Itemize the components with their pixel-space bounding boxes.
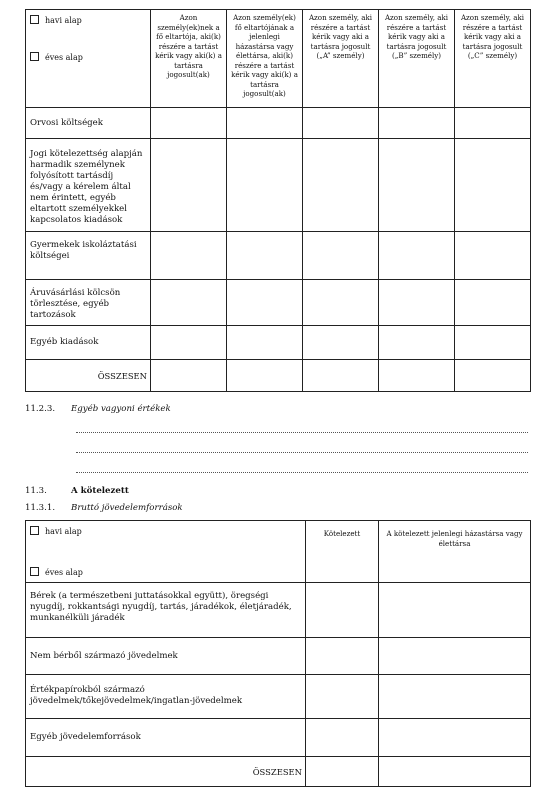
table-row — [26, 757, 531, 787]
table-row — [26, 108, 531, 139]
input-cell[interactable] — [303, 139, 379, 232]
input-cell[interactable] — [455, 360, 531, 392]
section-11-3-heading — [25, 486, 129, 496]
input-cell[interactable] — [379, 757, 531, 787]
input-cell[interactable] — [379, 638, 531, 675]
monthly-option[interactable] — [30, 15, 146, 26]
input-cell[interactable] — [455, 108, 531, 139]
table-row — [26, 326, 531, 360]
input-cell[interactable] — [379, 139, 455, 232]
input-cell[interactable] — [379, 326, 455, 360]
input-cell[interactable] — [379, 360, 455, 392]
col-header-main-provider: Azon személy(ek)nek a fő eltartója, aki(k) részére a tartást kérik vagy aki(k) a tartásra jogosult(ak) — [151, 10, 227, 108]
input-cell[interactable] — [379, 280, 455, 326]
input-cell[interactable] — [306, 719, 379, 757]
section-number: 11.2.3. — [25, 404, 56, 414]
table-row — [26, 232, 531, 280]
answer-line[interactable] — [76, 432, 528, 433]
table-row — [26, 675, 531, 719]
row-label-other-income: Egyéb jövedelemforrások — [26, 719, 306, 757]
row-label-loans: Áruvásárlási kölcsön törlesztése, egyéb tartozások — [26, 280, 151, 326]
table-row — [26, 360, 531, 392]
section-11-2-3-heading — [25, 404, 171, 414]
input-cell[interactable] — [151, 360, 227, 392]
col-header-obligor: Kötelezett — [306, 521, 379, 583]
monthly-checkbox[interactable] — [30, 526, 39, 535]
expenses-table — [25, 9, 531, 392]
input-cell[interactable] — [379, 232, 455, 280]
input-cell[interactable] — [227, 232, 303, 280]
table-row — [26, 139, 531, 232]
table-row — [26, 280, 531, 326]
input-cell[interactable] — [227, 326, 303, 360]
input-cell[interactable] — [455, 280, 531, 326]
input-cell[interactable] — [455, 232, 531, 280]
monthly-label: havi alap — [45, 16, 82, 25]
row-label-securities-income: Értékpapírokból származó jövedelmek/tőkejövedelmek/ingatlan-jövedelmek — [26, 675, 306, 719]
input-cell[interactable] — [303, 326, 379, 360]
answer-line[interactable] — [76, 472, 528, 473]
section-title: A kötelezett — [71, 486, 129, 496]
input-cell[interactable] — [379, 583, 531, 638]
section-title: Egyéb vagyoni értékek — [71, 404, 171, 414]
income-table — [25, 520, 531, 787]
input-cell[interactable] — [303, 232, 379, 280]
yearly-option[interactable] — [30, 52, 146, 63]
input-cell[interactable] — [306, 583, 379, 638]
row-label-medical: Orvosi költségek — [26, 108, 151, 139]
row-label-legal-obligations: Jogi kötelezettség alapján harmadik személynek folyósított tartásdíj és/vagy a kérelem által nem érintett, egyéb eltartott személyekkel kapcsolatos kiadások — [26, 139, 151, 232]
table-row — [26, 638, 531, 675]
input-cell[interactable] — [303, 108, 379, 139]
col-header-person-a: Azon személy, aki részére a tartást kérik vagy aki a tartásra jogosult („A” személy) — [303, 10, 379, 108]
input-cell[interactable] — [227, 280, 303, 326]
input-cell[interactable] — [306, 638, 379, 675]
monthly-label: havi alap — [45, 527, 82, 536]
section-11-3-1-heading — [25, 503, 183, 513]
col-header-person-b: Azon személy, aki részére a tartást kérik vagy aki a tartásra jogosult („B” személy) — [379, 10, 455, 108]
row-label-non-wage-income: Nem bérből származó jövedelmek — [26, 638, 306, 675]
section-number: 11.3. — [25, 486, 47, 496]
col-header-person-c: Azon személy, aki részére a tartást kérik vagy aki a tartásra jogosult („C” személy) — [455, 10, 531, 108]
total-label: ÖSSZESEN — [26, 360, 151, 392]
total-label: ÖSSZESEN — [26, 757, 306, 787]
basis-selector — [26, 521, 306, 583]
input-cell[interactable] — [306, 757, 379, 787]
input-cell[interactable] — [379, 719, 531, 757]
input-cell[interactable] — [227, 108, 303, 139]
input-cell[interactable] — [227, 360, 303, 392]
input-cell[interactable] — [455, 326, 531, 360]
monthly-option[interactable] — [30, 526, 301, 537]
input-cell[interactable] — [303, 360, 379, 392]
row-label-other-expenses: Egyéb kiadások — [26, 326, 151, 360]
input-cell[interactable] — [306, 675, 379, 719]
section-title: Bruttó jövedelemforrások — [71, 503, 183, 513]
row-label-wages: Bérek (a természetbeni juttatásokkal együtt), öregségi nyugdíj, rokkantsági nyugdíj, tartás, járadékok, életjáradék, munkanélküli járadék — [26, 583, 306, 638]
row-label-schooling: Gyermekek iskoláztatási költségei — [26, 232, 151, 280]
table-row — [26, 583, 531, 638]
yearly-checkbox[interactable] — [30, 567, 39, 576]
section-number: 11.3.1. — [25, 503, 56, 513]
input-cell[interactable] — [151, 139, 227, 232]
input-cell[interactable] — [151, 280, 227, 326]
yearly-label: éves alap — [45, 567, 83, 577]
col-header-provider-spouse: Azon személy(ek) fő eltartójának a jelenlegi házastársa vagy élettársa, aki(k) részére a tartást kérik vagy aki(k) a tartásra jogosult(ak) — [227, 10, 303, 108]
input-cell[interactable] — [151, 326, 227, 360]
monthly-checkbox[interactable] — [30, 15, 39, 24]
yearly-option[interactable] — [30, 567, 301, 578]
table-row — [26, 719, 531, 757]
input-cell[interactable] — [455, 139, 531, 232]
answer-line[interactable] — [76, 452, 528, 453]
input-cell[interactable] — [379, 675, 531, 719]
input-cell[interactable] — [303, 280, 379, 326]
col-header-obligor-spouse: A kötelezett jelenlegi házastársa vagy élettársa — [379, 521, 531, 583]
input-cell[interactable] — [151, 232, 227, 280]
input-cell[interactable] — [151, 108, 227, 139]
yearly-checkbox[interactable] — [30, 52, 39, 61]
yearly-label: éves alap — [45, 52, 83, 62]
basis-selector — [26, 10, 151, 108]
input-cell[interactable] — [379, 108, 455, 139]
input-cell[interactable] — [227, 139, 303, 232]
